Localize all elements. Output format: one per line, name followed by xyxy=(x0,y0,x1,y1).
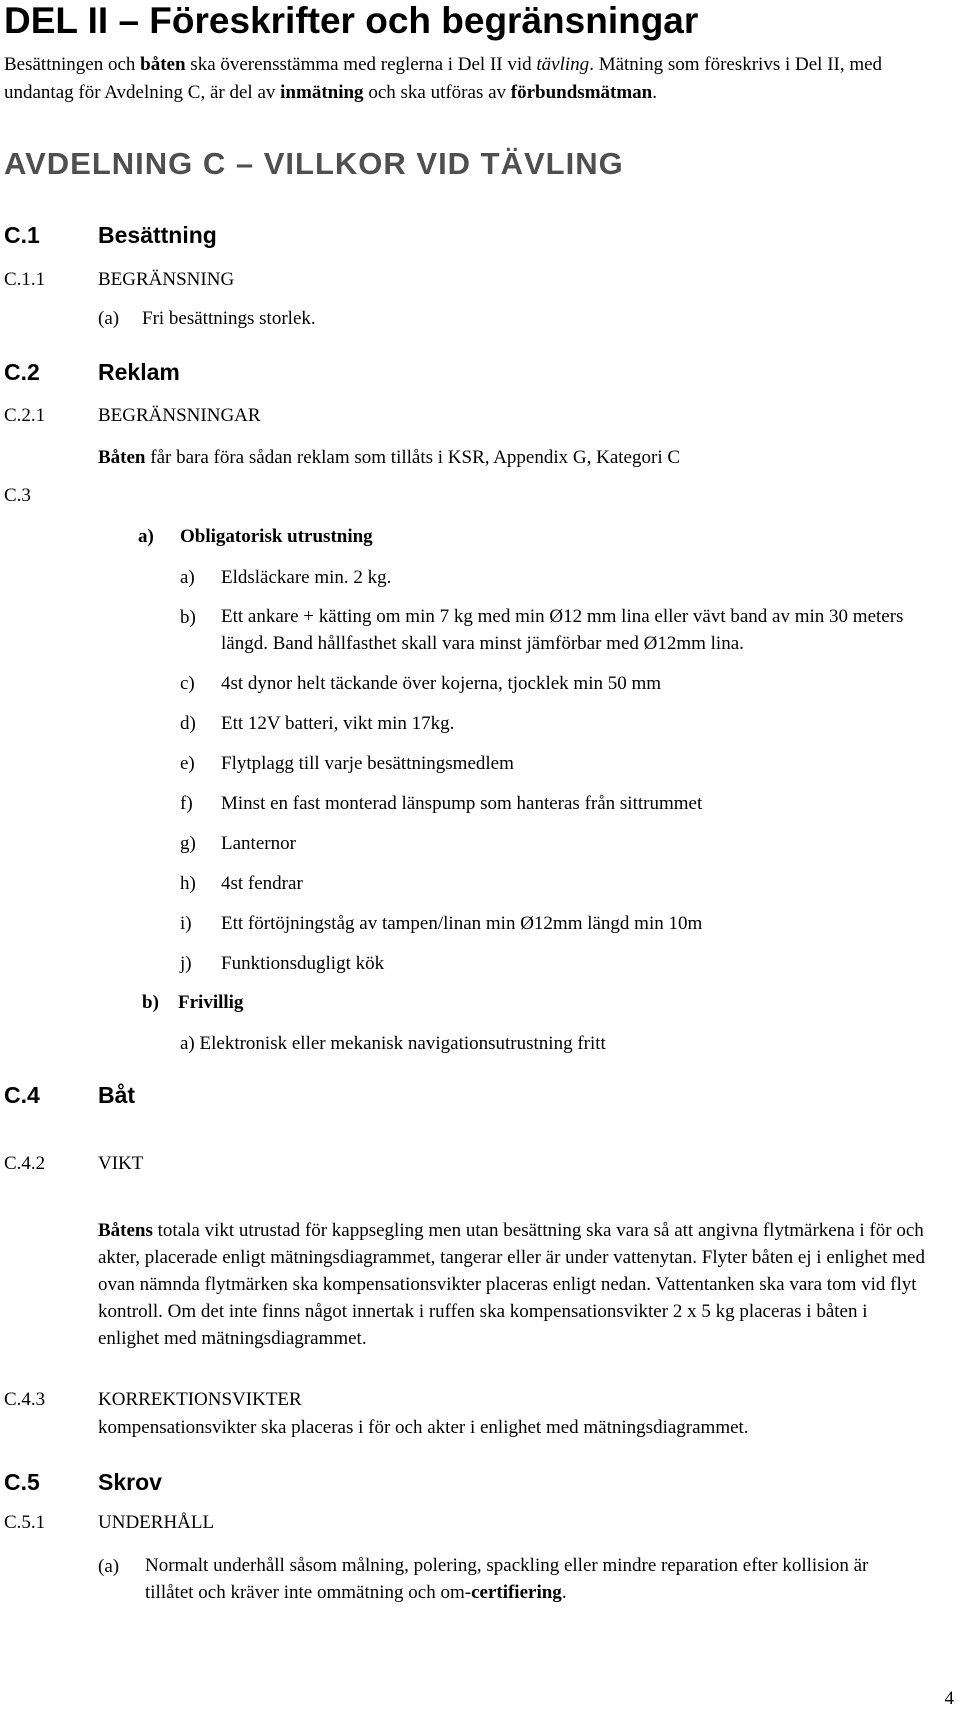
c43-text: kompensationsvikter ska placeras i för och akter i enlighet med mätningsdiagrammet. xyxy=(98,1417,749,1438)
list-item: Ett förtöjningståg av tampen/linan min Ø12mm längd min 10m xyxy=(221,913,703,934)
c11-heading: BEGRÄNSNING xyxy=(98,269,235,290)
c21-text-body: får bara föra sådan reklam som tillåts i KSR, Appendix G, Kategori C xyxy=(145,447,681,468)
list-item-letter: g) xyxy=(180,833,196,854)
c51-heading: UNDERHÅLL xyxy=(98,1512,215,1533)
section-title: AVDELNING C – VILLKOR VID TÄVLING xyxy=(4,146,624,181)
list-item: Flytplagg till varje besättningsmedlem xyxy=(221,753,514,774)
list-item: Lanternor xyxy=(221,833,296,854)
c1-heading: Besättning xyxy=(98,222,217,248)
c42-text-body: totala vikt utrustad för kappsegling men utan besättning ska vara så att angivna flytmärkena i för och akter, placerade enligt mätningsdiagrammet, tangerar eller är under vattenytan. Flyter båten ej i enlighet med ovan nämnda flytmärken ska kompensationsvikter placeras enligt nedan. Vattentanken ska vara tom vid flyt kontroll. Om det inte finns något innertak i ruffen ska kompensationsvikter 2 x 5 kg placeras i båten i enlighet med mätningsdiagrammet. xyxy=(98,1220,925,1349)
list-item-letter: c) xyxy=(180,673,195,694)
document-title: DEL II – Föreskrifter och begränsningar xyxy=(4,0,699,41)
intro-bold-2: inmätning xyxy=(280,82,364,103)
page-number: 4 xyxy=(944,1688,954,1709)
list-item: Ett 12V batteri, vikt min 17kg. xyxy=(221,713,455,734)
list-item-letter: b) xyxy=(180,607,196,628)
c42-heading: VIKT xyxy=(98,1153,144,1174)
c11-number: C.1.1 xyxy=(4,269,46,290)
list-item-letter: j) xyxy=(180,953,192,974)
c42-number: C.4.2 xyxy=(4,1153,46,1174)
list-item-letter: d) xyxy=(180,713,196,734)
c11-a-text: Fri besättnings storlek. xyxy=(142,308,316,329)
c43-number: C.4.3 xyxy=(4,1389,46,1410)
c3-group-a-letter: a) xyxy=(138,526,154,547)
c4-number: C.4 xyxy=(4,1082,40,1108)
c21-text xyxy=(98,447,680,469)
intro-bold-3: förbundsmätman xyxy=(510,82,653,103)
list-item: Minst en fast monterad länspump som hanteras från sittrummet xyxy=(221,793,703,814)
list-item: 4st fendrar xyxy=(221,873,303,894)
c51-a-letter: (a) xyxy=(98,1556,120,1577)
c51-number: C.5.1 xyxy=(4,1512,46,1533)
c2-heading: Reklam xyxy=(98,359,180,385)
list-item-letter: a) xyxy=(180,567,195,588)
c11-a-letter: (a) xyxy=(98,308,120,329)
intro-text-1: Besättningen och xyxy=(4,54,141,75)
c2-number: C.2 xyxy=(4,359,40,385)
c3-group-a-heading: Obligatorisk utrustning xyxy=(180,526,373,547)
c51-a-text: Normalt underhåll såsom målning, polering, spackling eller mindre reparation efter kollision är tillåtet och kräver inte ommätning och om- xyxy=(145,1555,869,1603)
intro-bold-1: båten xyxy=(140,54,186,75)
c5-number: C.5 xyxy=(4,1469,40,1495)
c3-group-b-item: a) Elektronisk eller mekanisk navigationsutrustning fritt xyxy=(180,1033,606,1054)
c5-heading: Skrov xyxy=(98,1469,162,1495)
c42-paragraph xyxy=(98,1217,928,1352)
c51-a-end: . xyxy=(561,1582,567,1603)
c51-a-bold: certifiering xyxy=(471,1582,562,1603)
list-item: Funktionsdugligt kök xyxy=(221,953,385,974)
c43-heading: KORREKTIONSVIKTER xyxy=(98,1389,302,1410)
c3-group-b-letter: b) xyxy=(142,992,159,1013)
intro-text-3: . Mätning som föreskrivs i Del II, med undantag för Avdelning C, är del av xyxy=(4,54,883,103)
list-item-letter: e) xyxy=(180,753,195,774)
c21-text-bold: Båten xyxy=(98,447,146,468)
list-item-letter: f) xyxy=(180,793,193,814)
c3-group-b-heading: Frivillig xyxy=(178,992,244,1013)
list-item-letter: i) xyxy=(180,913,192,934)
intro-text-4: och ska utföras av xyxy=(363,82,511,103)
c42-text-bold: Båtens xyxy=(98,1220,153,1241)
intro-text-5: . xyxy=(652,82,658,103)
c21-heading: BEGRÄNSNINGAR xyxy=(98,405,261,426)
c1-number: C.1 xyxy=(4,222,40,248)
list-item: 4st dynor helt täckande över kojerna, tjocklek min 50 mm xyxy=(221,673,662,694)
intro-text-2: ska överensstämma med reglerna i Del II vid xyxy=(185,54,537,75)
c51-a-paragraph xyxy=(145,1552,915,1606)
list-item: Ett ankare + kätting om min 7 kg med min Ø12 mm lina eller vävt band av min 30 meters längd. Band hållfasthet skall vara minst jämförbar med Ø12mm lina. xyxy=(221,606,904,654)
c3-number: C.3 xyxy=(4,485,31,506)
list-item: Eldsläckare min. 2 kg. xyxy=(221,567,392,588)
intro-paragraph xyxy=(4,51,949,107)
list-item-letter: h) xyxy=(180,873,196,894)
c4-heading: Båt xyxy=(98,1082,136,1108)
c21-number: C.2.1 xyxy=(4,405,46,426)
intro-italic: tävling xyxy=(536,54,590,75)
